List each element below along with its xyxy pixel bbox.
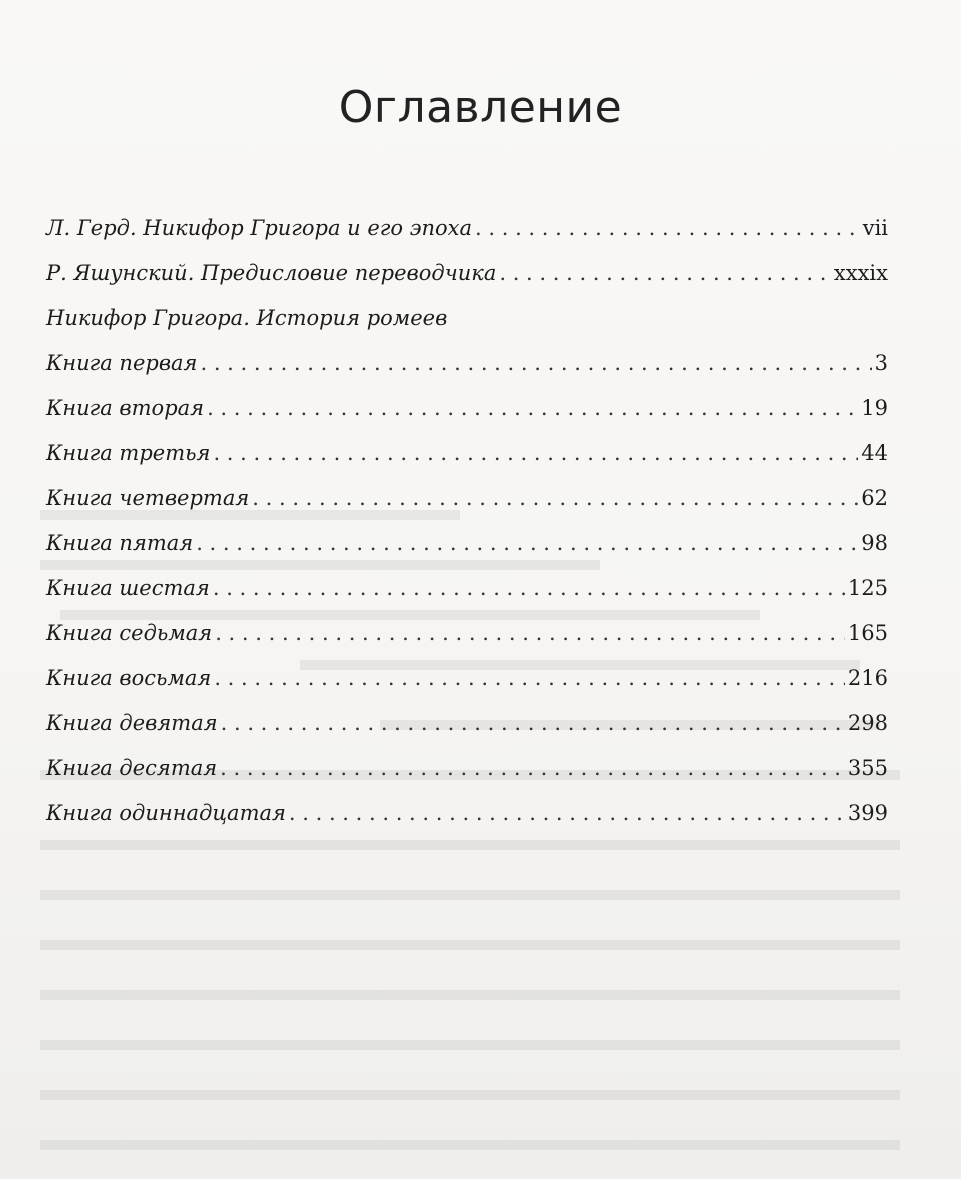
toc-entry-label: Книга первая [46,351,198,375]
leader-dots [215,611,845,656]
toc-entry[interactable] [46,656,888,701]
toc-entry-page: xxxix [833,261,888,285]
leader-dots [220,746,845,791]
toc-entry-label: Книга одиннадцатая [46,801,286,825]
toc-entry[interactable] [46,476,888,521]
leader-dots [252,476,858,521]
toc-entry-page: 44 [861,441,888,465]
toc-entry-page: 216 [847,666,888,690]
toc-entry[interactable] [46,521,888,566]
toc-entry-page: 399 [847,801,888,825]
toc-entry[interactable] [46,611,888,656]
leader-dots [499,251,831,296]
toc-entry[interactable] [46,791,888,836]
toc-entry-page: 3 [874,351,888,375]
leader-dots [221,701,845,746]
toc-entry-page: 62 [861,486,888,510]
toc-entry[interactable] [46,386,888,431]
toc-entry-page: 125 [847,576,888,600]
toc-entry[interactable] [46,701,888,746]
toc-section-heading [46,296,888,341]
table-of-contents [46,206,888,836]
toc-entry-label: Книга седьмая [46,621,213,645]
toc-entry-page: 98 [861,531,888,555]
toc-entry-label: Книга вторая [46,396,205,420]
leader-dots [196,521,858,566]
toc-entry-label: Л. Герд. Никифор Григора и его эпоха [46,216,473,240]
toc-entry[interactable] [46,566,888,611]
toc-entry-label: Книга пятая [46,531,194,555]
leader-dots [213,566,845,611]
toc-entry-page: 355 [847,756,888,780]
leader-dots [214,656,845,701]
toc-entry-label: Книга четвертая [46,486,250,510]
toc-entry[interactable] [46,251,888,296]
toc-entry[interactable] [46,206,888,251]
toc-entry-label: Книга шестая [46,576,210,600]
leader-dots [213,431,858,476]
toc-entry-label: Книга третья [46,441,211,465]
toc-entry-page: 298 [847,711,888,735]
toc-entry-label: Р. Яшунский. Предисловие переводчика [46,261,497,285]
leader-dots [289,791,845,836]
toc-entry-label: Книга десятая [46,756,218,780]
toc-entry-page: 165 [847,621,888,645]
leader-dots [207,386,858,431]
page-title: Оглавление [338,82,623,133]
leader-dots [475,206,860,251]
toc-entry-page: vii [862,216,888,240]
toc-entry[interactable] [46,431,888,476]
toc-entry-label: Книга восьмая [46,666,212,690]
toc-entry-label: Книга девятая [46,711,218,735]
toc-entry[interactable] [46,746,888,791]
toc-entry[interactable] [46,341,888,386]
leader-dots [200,341,871,386]
toc-entry-page: 19 [861,396,888,420]
toc-section-label: Никифор Григора. История ромеев [46,306,448,330]
